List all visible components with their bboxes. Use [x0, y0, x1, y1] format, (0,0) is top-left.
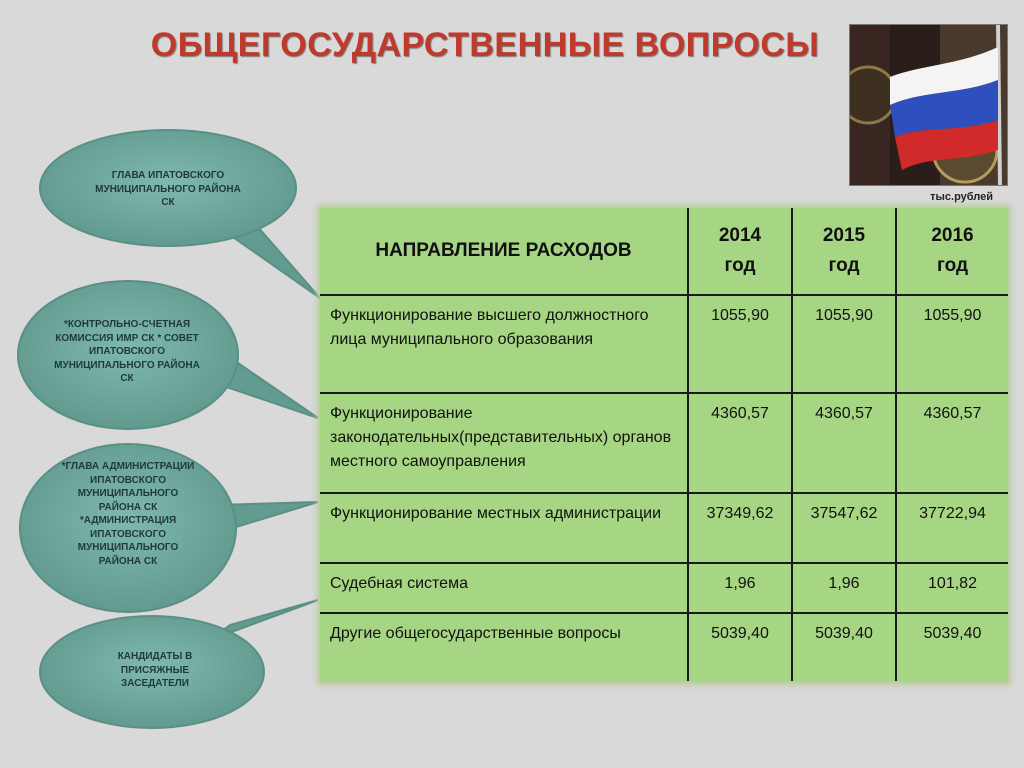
cell-2016: 5039,40	[896, 613, 1008, 681]
header-year-suffix: год	[936, 255, 969, 276]
row-name: Функционирование местных администрации	[320, 493, 688, 563]
row-name: Другие общегосударственные вопросы	[330, 625, 621, 642]
cell-2015: 1,96	[792, 563, 896, 613]
cell-2016: 4360,57	[896, 393, 1008, 493]
header-year-2016	[896, 208, 1008, 295]
expenses-table-container	[320, 208, 1008, 682]
cell-2015: 1055,90	[792, 295, 896, 393]
cell-2014: 1,96	[688, 563, 792, 613]
header-year-value: 2016	[931, 225, 974, 246]
cell-2014: 5039,40	[688, 613, 792, 681]
cell-2016: 101,82	[896, 563, 1008, 613]
table-header-row	[320, 208, 1008, 295]
bubble-3-text: *ГЛАВА АДМИНИСТРАЦИИ ИПАТОВСКОГО МУНИЦИПАЛЬНОГО РАЙОНА СК *АДМИНИСТРАЦИЯ ИПАТОВСКОГО МУНИЦИПАЛЬНОГО РАЙОНА СК	[61, 461, 195, 567]
expenses-table	[320, 208, 1008, 681]
header-year-suffix: год	[724, 255, 756, 276]
table-row	[320, 493, 1008, 563]
header-year-value: 2014	[718, 225, 762, 246]
row-name: Судебная система	[320, 563, 688, 613]
row-name: Функционирование законодательных(представительных) органов местного самоуправления	[320, 393, 688, 493]
cell-2015: 4360,57	[792, 393, 896, 493]
header-year-2014	[688, 208, 792, 295]
header-year-value: 2015	[822, 225, 866, 246]
slide-title: ОБЩЕГОСУДАРСТВЕННЫЕ ВОПРОСЫ	[150, 26, 820, 64]
cell-2014: 1055,90	[688, 295, 792, 393]
table-row	[320, 295, 1008, 393]
table-row	[320, 563, 1008, 613]
bubble-1-text: ГЛАВА ИПАТОВСКОГО МУНИЦИПАЛЬНОГО РАЙОНА СК	[95, 170, 241, 208]
cell-2016: 1055,90	[896, 295, 1008, 393]
header-direction: НАПРАВЛЕНИЕ РАСХОДОВ	[320, 208, 688, 295]
cell-2014: 4360,57	[688, 393, 792, 493]
speech-bubble-1	[40, 130, 320, 298]
bubble-2-text: *КОНТРОЛЬНО-СЧЕТНАЯ КОМИССИЯ ИМР СК * СОВЕТ ИПАТОВСКОГО МУНИЦИПАЛЬНОГО РАЙОНА СК	[54, 319, 200, 384]
table-row	[320, 613, 1008, 681]
units-label: тыс.рублей	[930, 191, 993, 203]
cell-2016: 37722,94	[896, 493, 1008, 563]
header-year-2015	[792, 208, 896, 295]
cell-2015: 37547,62	[792, 493, 896, 563]
cell-2014: 37349,62	[688, 493, 792, 563]
bubble-4-text: КАНДИДАТЫ В ПРИСЯЖНЫЕ ЗАСЕДАТЕЛИ	[117, 651, 193, 689]
cell-2015: 5039,40	[792, 613, 896, 681]
header-year-suffix: год	[828, 255, 860, 276]
row-name: Функционирование высшего должностного лица муниципального образования	[320, 295, 688, 393]
table-row	[320, 393, 1008, 493]
